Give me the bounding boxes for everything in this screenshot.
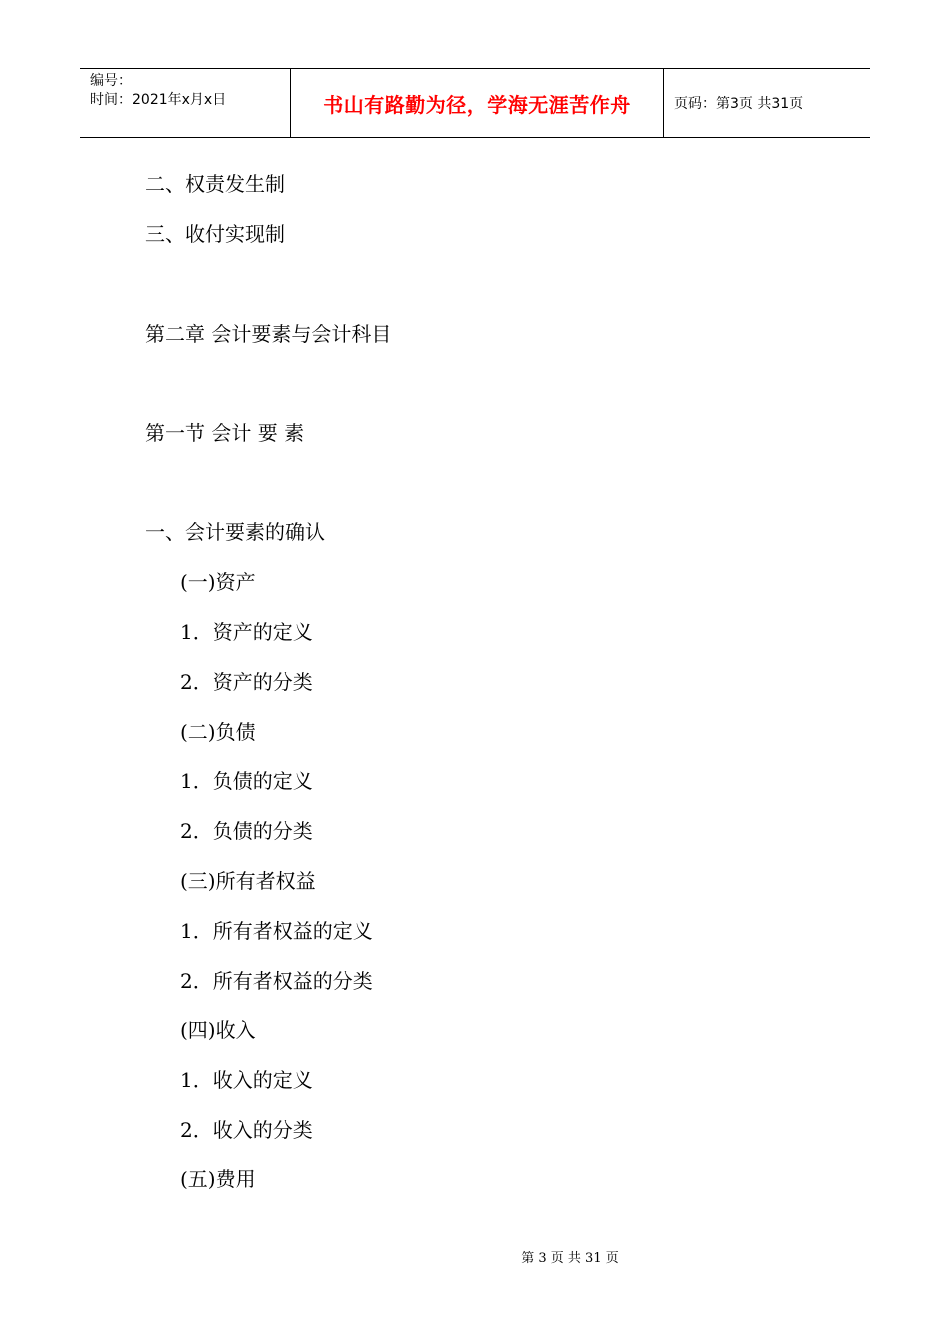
header-page-indicator: 页码：第3页 共31页 <box>674 96 804 112</box>
list-item: 2．负债的分类 <box>180 819 313 843</box>
subsection-heading: (四)收入 <box>180 1018 256 1042</box>
document-date-label: 时间：2021年x月x日 <box>90 92 227 108</box>
subsection-heading: (一)资产 <box>180 570 256 594</box>
document-number-label: 编号： <box>90 73 132 89</box>
header-motto: 书山有路勤为径，学海无涯苦作舟 <box>291 69 664 137</box>
list-item: 1．收入的定义 <box>180 1068 313 1092</box>
page-footer: 第 3 页 共 31 页 <box>521 1251 619 1266</box>
list-item: 2．收入的分类 <box>180 1118 313 1142</box>
subsection-heading: (五)费用 <box>180 1167 256 1191</box>
list-item: 1．所有者权益的定义 <box>180 919 373 943</box>
subsection-heading: (二)负债 <box>180 720 256 744</box>
list-item: 1．负债的定义 <box>180 769 313 793</box>
page-header <box>80 68 870 138</box>
list-item: 1．资产的定义 <box>180 620 313 644</box>
chapter-title: 第二章 会计要素与会计科目 <box>145 322 392 346</box>
section-heading: 一、会计要素的确认 <box>145 520 325 544</box>
list-item: 2．所有者权益的分类 <box>180 969 373 993</box>
subsection-heading: (三)所有者权益 <box>180 869 316 893</box>
section-heading: 二、权责发生制 <box>145 172 285 196</box>
section-title: 第一节 会计 要 素 <box>145 421 305 445</box>
section-heading: 三、收付实现制 <box>145 222 285 246</box>
list-item: 2．资产的分类 <box>180 670 313 694</box>
header-meta <box>80 69 291 137</box>
